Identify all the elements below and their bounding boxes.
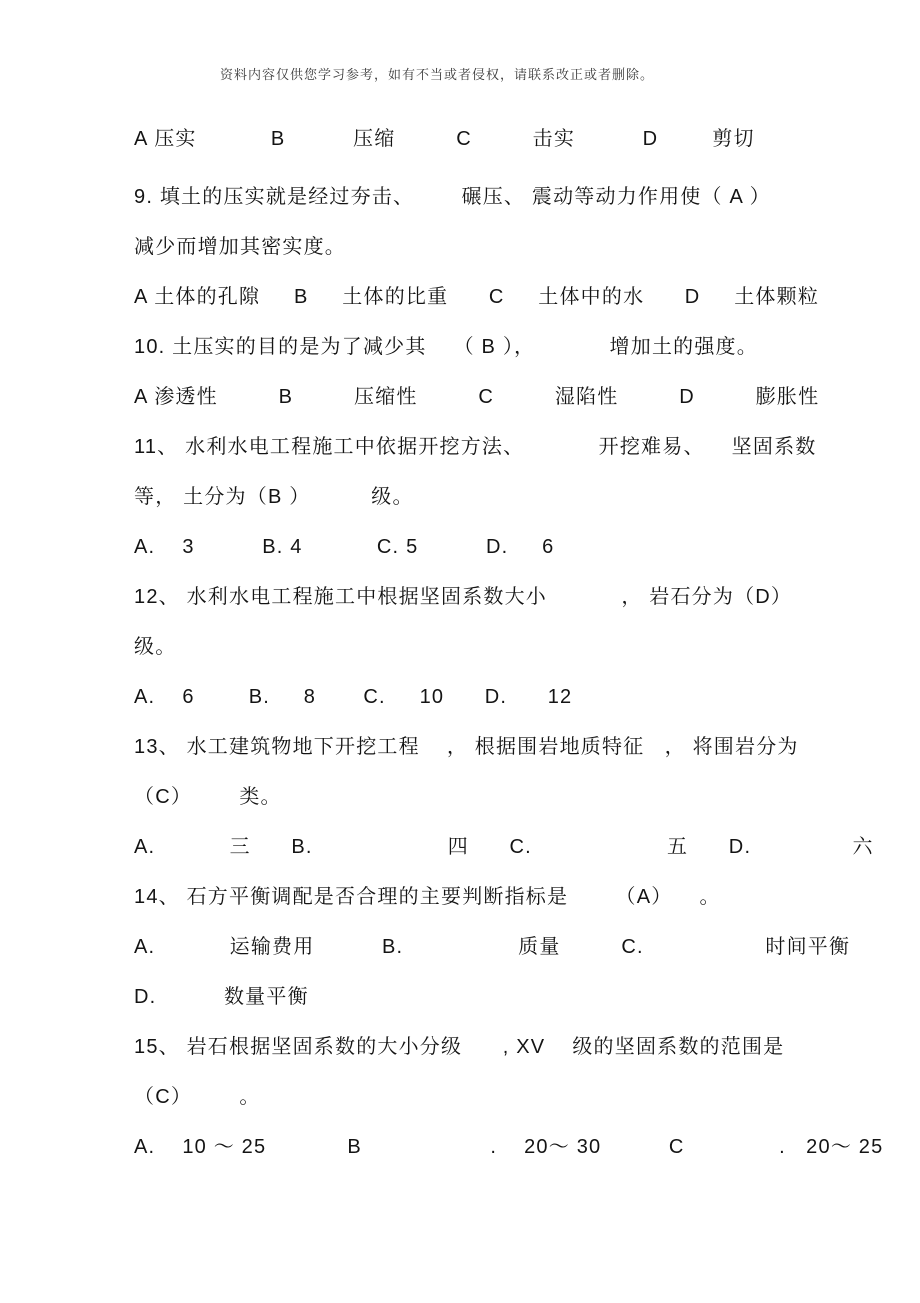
question-12-continued: 级。 — [134, 636, 177, 658]
question-15-continued: （C） 。 — [134, 1086, 261, 1108]
question-12: 12、 水利水电工程施工中根据坚固系数大小 ， 岩石分为（D） — [134, 586, 793, 608]
options-row-q14-d: D. 数量平衡 — [134, 986, 309, 1008]
question-9: 9. 填土的压实就是经过夯击、 碾压、 震动等动力作用使（ A ） — [134, 186, 771, 208]
options-row-q11: A. 3 B. 4 C. 5 D. 6 — [134, 536, 555, 558]
options-row-q9: A 土体的孔隙 B 土体的比重 C 土体中的水 D 土体颗粒 — [134, 286, 820, 308]
question-15: 15、 岩石根据坚固系数的大小分级 , XV 级的坚固系数的范围是 — [134, 1036, 785, 1058]
options-row-q14-abc: A. 运输费用 B. 质量 C. 时间平衡 — [134, 936, 851, 958]
options-row-q8: A 压实 B 压缩 C 击实 D 剪切 — [134, 128, 755, 150]
question-9-continued: 减少而增加其密实度。 — [134, 236, 346, 258]
question-11: 11、 水利水电工程施工中依据开挖方法、 开挖难易、 坚固系数 — [134, 436, 817, 458]
options-row-q15: A. 10 ～ 25 B . 20～ 30 C . 20～ 25 — [134, 1136, 884, 1158]
document-body — [134, 127, 884, 1185]
question-13-continued: （C） 类。 — [134, 786, 282, 808]
question-13: 13、 水工建筑物地下开挖工程 ， 根据围岩地质特征 ， 将围岩分为 — [134, 736, 799, 758]
options-row-q10: A 渗透性 B 压缩性 C 湿陷性 D 膨胀性 — [134, 386, 820, 408]
options-row-q13: A. 三 B. 四 C. 五 D. 六 — [134, 836, 874, 858]
disclaimer-text: 资料内容仅供您学习参考，如有不当或者侵权，请联系改正或者删除。 — [219, 67, 654, 82]
question-14: 14、 石方平衡调配是否合理的主要判断指标是 （A） 。 — [134, 886, 721, 908]
options-row-q12: A. 6 B. 8 C. 10 D. 12 — [134, 686, 573, 708]
question-11-continued: 等， 土分为（B ） 级。 — [134, 486, 414, 508]
question-10: 10. 土压实的目的是为了减少其 （ B ）， 增加土的强度。 — [134, 336, 758, 358]
